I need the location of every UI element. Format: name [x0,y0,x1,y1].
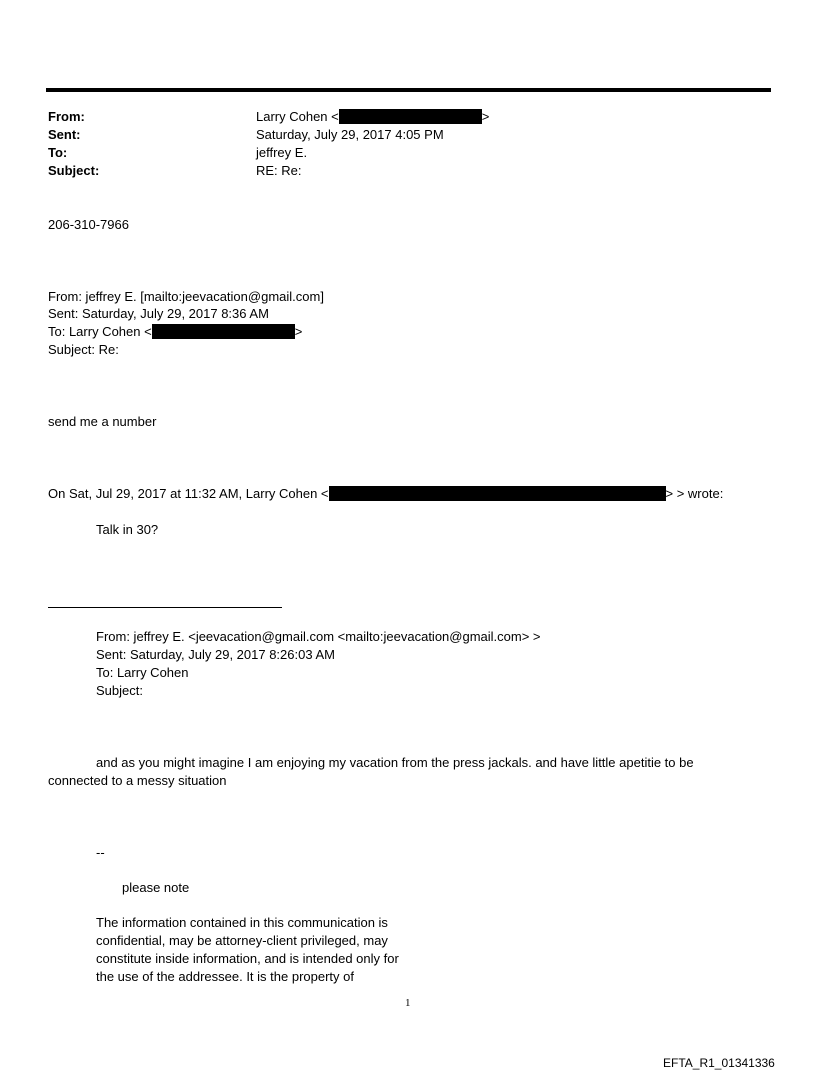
from-label: From: [48,109,85,124]
to-value: jeffrey E. [256,145,308,160]
page-number: 1 [405,997,411,1009]
phone-number: 206-310-7966 [48,217,129,232]
redaction-block [339,109,482,124]
subject-label: Subject: [48,163,100,178]
quoted-message: Talk in 30? [96,522,159,537]
from-value [256,109,489,125]
subject-value: RE: Re: [256,163,302,178]
disclaimer-line-3: constitute inside information, and is intended only for [96,951,399,966]
paragraph-line-1: and as you might imagine I am enjoying my vacation from the press jackals. and have little apetitie to be [96,755,694,770]
redaction-block [152,324,295,339]
quoted-subject: Subject: Re: [48,342,119,357]
attribution-text: On Sat, Jul 29, 2017 at 11:32 AM, Larry Cohen < [48,486,329,501]
quoted-sent: Sent: Saturday, July 29, 2017 8:36 AM [48,306,269,321]
message-text: send me a number [48,414,157,429]
sent-label: Sent: [48,127,81,142]
quoted-from: From: jeffrey E. [mailto:jeevacation@gmail.com] [48,289,324,304]
paragraph-line-2: connected to a messy situation [48,773,227,788]
disclaimer-line-4: the use of the addressee. It is the property of [96,969,354,984]
quoted2-sent: Sent: Saturday, July 29, 2017 8:26:03 AM [96,647,335,662]
from-close: > [481,109,490,124]
redaction-block [329,486,666,501]
disclaimer-line-2: confidential, may be attorney-client privileged, may [96,933,388,948]
separator-line [48,607,282,608]
quoted2-to: To: Larry Cohen [96,665,189,680]
quoted2-subject: Subject: [96,683,143,698]
reply-attribution [48,486,723,502]
attribution-close: > > wrote: [665,486,724,501]
signature-dashes: -- [96,845,105,860]
document-id: EFTA_R1_01341336 [663,1056,775,1070]
to-label: To: [48,145,68,160]
from-name: Larry Cohen < [256,109,339,124]
quoted-to-text: To: Larry Cohen < [48,324,152,339]
quoted-to-close: > [294,324,303,339]
quoted-to [48,324,302,340]
please-note: please note [122,880,190,895]
disclaimer-line-1: The information contained in this communication is [96,915,388,930]
sent-value: Saturday, July 29, 2017 4:05 PM [256,127,444,142]
header-rule [46,88,771,92]
quoted2-from: From: jeffrey E. <jeevacation@gmail.com <mailto:jeevacation@gmail.com> > [96,629,541,644]
